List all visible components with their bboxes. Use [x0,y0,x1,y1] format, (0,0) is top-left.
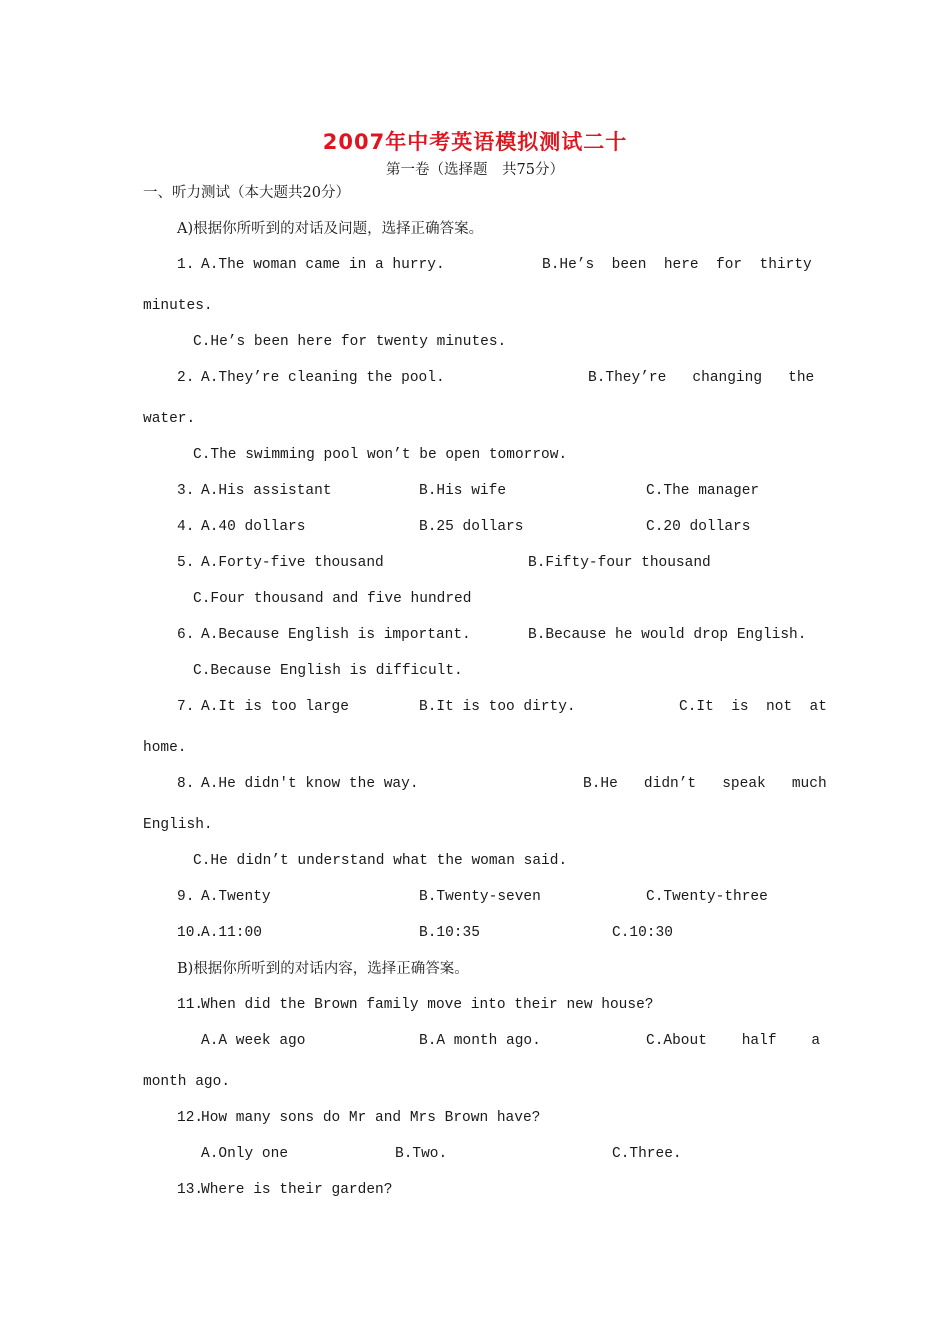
option-c: C.It is not at [679,699,827,715]
option-b: B.His wife [419,483,507,499]
question-number: 13. [177,1182,204,1198]
option-c: C.He didn’t understand what the woman said. [193,853,568,869]
option-a: A.Only one [201,1146,289,1162]
option-c: C.Three. [612,1146,682,1162]
option-b: B.Because he would drop English. [528,627,807,643]
option-a: A.Twenty [201,889,271,905]
option-a: A.40 dollars [201,519,306,535]
option-b: B.He’s been here for thirty [542,257,812,273]
document-subtitle: 第一卷（选择题 共75分） [386,162,564,178]
option-b: B.A month ago. [419,1033,541,1049]
question-number: 2. [177,370,195,386]
option-b: B.They’re changing the [588,370,815,386]
option-b: B.Twenty-seven [419,889,541,905]
option-b: B.It is too dirty. [419,699,576,715]
option-a: A.It is too large [201,699,349,715]
question-number: 4. [177,519,195,535]
option-a: A.11:00 [201,925,262,941]
part-b-instruction: B)根据你所听到的对话内容，选择正确答案。 [177,961,469,977]
option-a: A.Forty-five thousand [201,555,384,571]
question-number: 3. [177,483,195,499]
option-c-wrap: home. [143,740,187,756]
option-a: A.A week ago [201,1033,306,1049]
question-text: Where is their garden? [201,1182,393,1198]
option-c: C.The swimming pool won’t be open tomorrow. [193,447,568,463]
option-b-wrap: water. [143,411,196,427]
option-b-wrap: minutes. [143,298,213,314]
option-b: B.Fifty-four thousand [528,555,711,571]
option-c: C.Four thousand and five hundred [193,591,472,607]
question-number: 12. [177,1110,204,1126]
option-b: B.10:35 [419,925,480,941]
option-b-wrap: English. [143,817,213,833]
option-b: B.Two. [395,1146,448,1162]
option-c: C.20 dollars [646,519,751,535]
question-number: 9. [177,889,195,905]
section-heading: 一、听力测试（本大题共20分） [143,185,350,201]
question-number: 11. [177,997,204,1013]
question-text: How many sons do Mr and Mrs Brown have? [201,1110,541,1126]
question-number: 6. [177,627,195,643]
question-number: 1. [177,257,195,273]
option-a: A.Because English is important. [201,627,471,643]
question-text: When did the Brown family move into their new house? [201,997,654,1013]
option-c: C.He’s been here for twenty minutes. [193,334,507,350]
option-a: A.His assistant [201,483,332,499]
question-number: 5. [177,555,195,571]
option-b: B.25 dollars [419,519,524,535]
question-number: 8. [177,776,195,792]
option-c: C.10:30 [612,925,673,941]
option-b: B.He didn’t speak much [583,776,827,792]
option-c: C.Twenty-three [646,889,768,905]
option-a: A.They’re cleaning the pool. [201,370,445,386]
document-title: 2007年中考英语模拟测试二十 [322,130,628,154]
option-c: C.Because English is difficult. [193,663,463,679]
part-a-instruction: A)根据你所听到的对话及问题，选择正确答案。 [177,221,484,237]
option-c-wrap: month ago. [143,1074,231,1090]
option-c: C.The manager [646,483,760,499]
option-a: A.He didn't know the way. [201,776,419,792]
question-number: 7. [177,699,195,715]
option-c: C.About half a [646,1033,821,1049]
question-number: 10. [177,925,204,941]
option-a: A.The woman came in a hurry. [201,257,445,273]
